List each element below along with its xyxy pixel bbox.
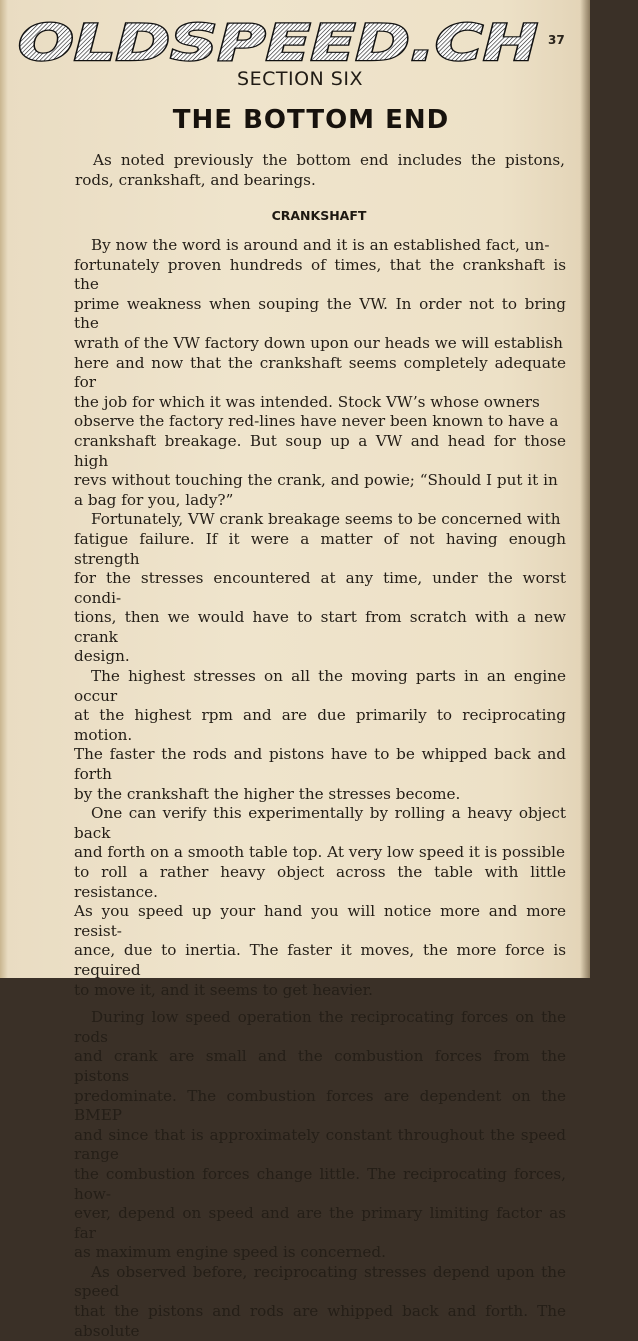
paragraph: The highest stresses on all the moving parts in an engine occur at the highest rpm and are due primarily to reciprocating motion. The faster the rods and pistons have to be whipped back and forth by the crankshaft the higher the stresses become. xyxy=(74,667,566,803)
page-edge-shadow xyxy=(580,0,590,978)
intro-paragraph: As noted previously the bottom end includes the pistons, rods, crankshaft, and bearings. xyxy=(75,151,565,189)
paragraph: By now the word is around and it is an established fact, un- fortunately proven hundreds of times, that the crankshaft is the prime weakness when souping the VW. In order not to bring the wrath of the VW factory down upon our heads we will establish here and now that the crankshaft seems completely adequate for the job for which it was intended. Stock VW’s whose owners observe the factory red-lines have never been known to have a crankshaft breakage. But soup up a VW and head for those high revs without touching the crank, and powie; “Should I put it in a bag for you, lady?” xyxy=(74,236,566,509)
paragraph: Fortunately, VW crank breakage seems to be concerned with fatigue failure. If it were a matter of not having enough strength for the stresses encountered at any time, under the worst condi- tions, then we would have to start from scratch with a new crank design. xyxy=(74,510,566,666)
body-text xyxy=(74,236,566,1341)
paragraph: As observed before, reciprocating stresses depend upon the speed that the pistons and rods are whipped back and forth. The absolute xyxy=(74,1262,566,1340)
oldspeed-logo xyxy=(14,14,542,72)
paragraph: One can verify this experimentally by rolling a heavy object back and forth on a smooth table top. At very low speed it is possible to roll a rather heavy object across the table with little resistance. As you speed up your hand you will notice more and more resist- ance, due to inertia. The faster it moves, the more force is required to move it, and it seems to get heavier. xyxy=(74,804,566,999)
page-spine-shadow xyxy=(0,0,8,978)
section-label: SECTION SIX xyxy=(237,68,363,90)
page-number: 37 xyxy=(548,33,565,47)
logo-text: OLDSPEED.CH xyxy=(18,14,538,72)
subheading: CRANKSHAFT xyxy=(271,208,367,223)
paragraph: During low speed operation the reciprocating forces on the rods and crank are small and the combustion forces from the pistons predominate. The combustion forces are dependent on the BMEP and since that is approximately constant throughout the speed range the combustion forces change little. The reciprocating forces, how- ever, depend on speed and are the primary limiting factor as far as maximum engine speed is concerned. xyxy=(74,1008,566,1262)
chapter-title: THE BOTTOM END xyxy=(172,105,450,135)
